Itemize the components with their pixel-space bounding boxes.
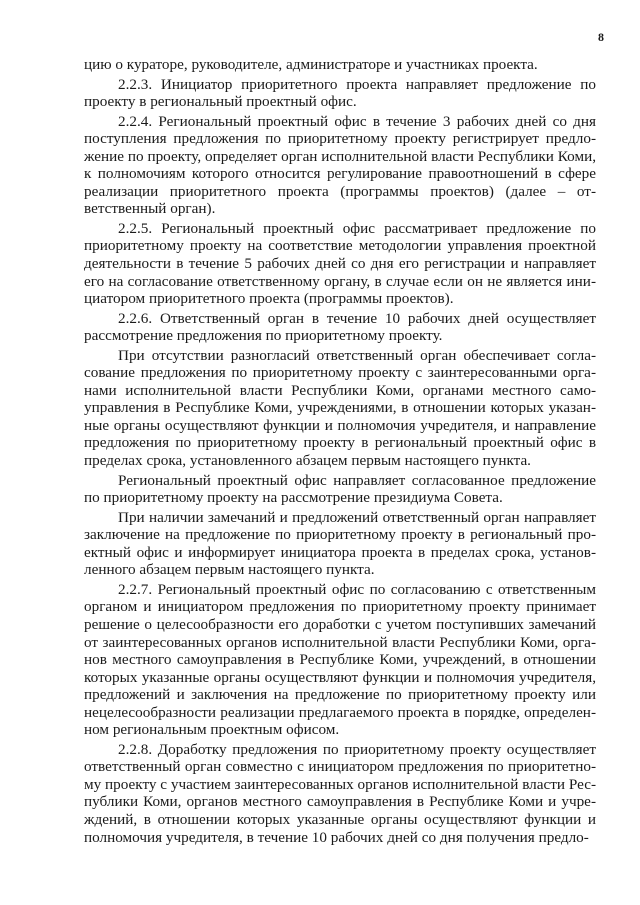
document-body: [84, 56, 596, 848]
page-number: 8: [598, 30, 604, 44]
paragraph-2-2-7: 2.2.7. Региональный проектный офис по согласованию с ответственным органом и инициатором предложения по приоритетному проекту принимает решение о целесообразности его доработки с учетом поступивших замечаний от заинтересованных органов исполнительной власти Республики Коми, органов местного самоуправления в Республике Коми, учреждений, в отношении которых указанные органы осуществляют функции и полномочия учредителя, предложений и заключения на предложение по приоритетному проекту или нецелесообразности реализации предлагаемого проекта в порядке, определенном региональным проектным офисом.: [84, 580, 596, 739]
paragraph-2-2-5: 2.2.5. Региональный проектный офис рассматривает предложение по приоритетному проекту на соответствие методологии управления проектной деятельности в течение 5 рабочих дней со дня его регистрации и направляет его на согласование ответственному органу, в случае если он не является инициатором приоритетного проекта (программы проектов).: [84, 219, 596, 308]
paragraph-remarks: При наличии замечаний и предложений ответственный орган направляет заключение на предложение по приоритетному проекту в региональный проектный офис и информирует инициатора проекта в пределах срока, установленного абзацем первым настоящего пункта.: [84, 508, 596, 579]
paragraph-2-2-4: 2.2.4. Региональный проектный офис в течение 3 рабочих дней со дня поступления предложения по приоритетному проекту регистрирует предложение по проекту, определяет орган исполнительной власти Республики Коми, к полномочиям которого относится регулирование правоотношений в сфере реализации приоритетного проекта (программы проектов) (далее – ответственный орган).: [84, 112, 596, 218]
paragraph-2-2-6: 2.2.6. Ответственный орган в течение 10 рабочих дней осуществляет рассмотрение предложения по приоритетному проекту.: [84, 309, 596, 345]
paragraph-2-2-8: 2.2.8. Доработку предложения по приоритетному проекту осуществляет ответственный орган совместно с инициатором предложения по приоритетному проекту с участием заинтересованных органов исполнительной власти Республики Коми, органов местного самоуправления в Республике Коми и учреждений, в отношении которых указанные органы осуществляют функции и полномочия учредителя, в течение 10 рабочих дней со дня получения предло-: [84, 740, 596, 846]
paragraph-2-2-3: 2.2.3. Инициатор приоритетного проекта направляет предложение по проекту в региональный проектный офис.: [84, 75, 596, 111]
paragraph-office-forwards: Региональный проектный офис направляет согласованное предложение по приоритетному проекту на рассмотрение президиума Совета.: [84, 471, 596, 507]
paragraph-continuation: цию о кураторе, руководителе, администраторе и участниках проекта.: [84, 56, 538, 73]
paragraph-no-disagreements: При отсутствии разногласий ответственный орган обеспечивает согласование предложения по приоритетному проекту с заинтересованными органами исполнительной власти Республики Коми, органами местного самоуправления в Республике Коми, учреждениями, в отношении которых указанные органы осуществляют функции и полномочия учредителя, и направление предложения по приоритетному проекту в региональный проектный офис в пределах срока, установленного абзацем первым настоящего пункта.: [84, 346, 596, 470]
